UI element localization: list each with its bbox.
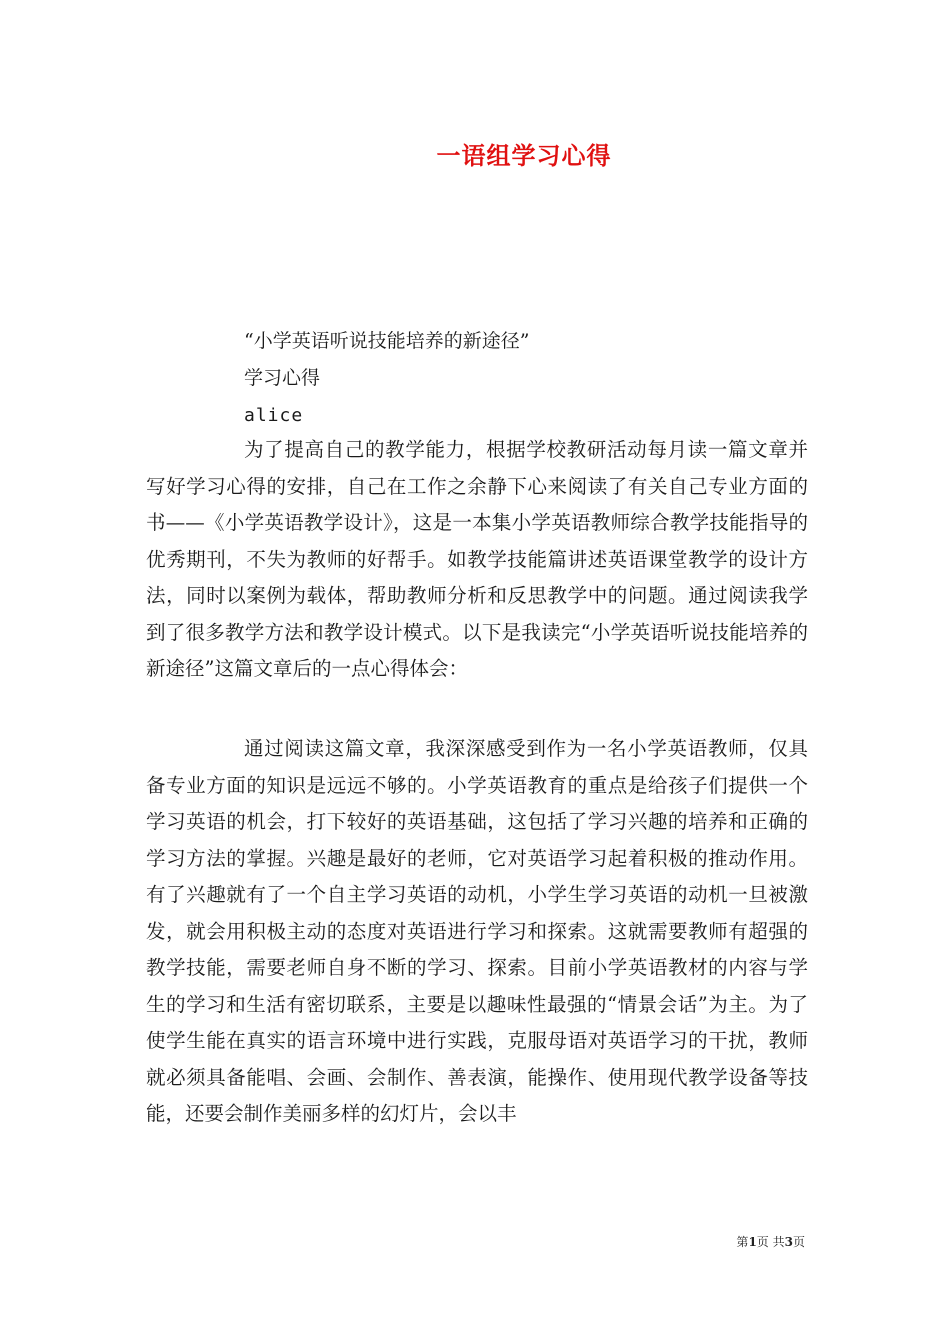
body-paragraph-2 <box>146 731 808 1133</box>
footer-middle: 页 共 <box>756 1235 785 1249</box>
footer-total-pages: 3 <box>784 1235 793 1249</box>
footer-prefix: 第 <box>736 1235 749 1249</box>
document-title: 一语组学习心得 <box>436 142 612 170</box>
page-footer <box>736 1233 805 1250</box>
footer-suffix: 页 <box>792 1235 805 1249</box>
footer-current-page: 1 <box>748 1235 757 1249</box>
paragraph-text: 为了提高自己的教学能力，根据学校教研活动每月读一篇文章并写好学习心得的安排，自己在工作之余静下心来阅读了有关自己专业方面的书——《小学英语教学设计》，这是一本集小学英语教师综合教学技能指导的优秀期刊，不失为教师的好帮手。如教学技能篇讲述英语课堂教学的设计方法，同时以案例为载体，帮助教师分析和反思教学中的问题。通过阅读我学到了很多教学方法和教学设计模式。以下是我读完“小学英语听说技能培养的新途径”这篇文章后的一点心得体会： <box>146 438 808 680</box>
document-subtitle: 学习心得 <box>244 367 321 389</box>
author-name: alice <box>244 405 304 426</box>
paragraph-text: 通过阅读这篇文章，我深深感受到作为一名小学英语教师，仅具备专业方面的知识是远远不够的。小学英语教育的重点是给孩子们提供一个学习英语的机会，打下较好的英语基础，这包括了学习兴趣的培养和正确的学习方法的掌握。兴趣是最好的老师，它对英语学习起着积极的推动作用。有了兴趣就有了一个自主学习英语的动机，小学生学习英语的动机一旦被激发，就会用积极主动的态度对英语进行学习和探索。这就需要教师有超强的教学技能，需要老师自身不断的学习、探索。目前小学英语教材的内容与学生的学习和生活有密切联系，主要是以趣味性最强的“情景会话”为主。为了使学生能在真实的语言环境中进行实践，克服母语对英语学习的干扰，教师就必须具备能唱、会画、会制作、善表演，能操作、使用现代教学设备等技能，还要会制作美丽多样的幻灯片，会以丰 <box>146 737 808 1125</box>
body-paragraph-1 <box>146 432 808 688</box>
article-title-quote: “小学英语听说技能培养的新途径” <box>244 330 530 352</box>
